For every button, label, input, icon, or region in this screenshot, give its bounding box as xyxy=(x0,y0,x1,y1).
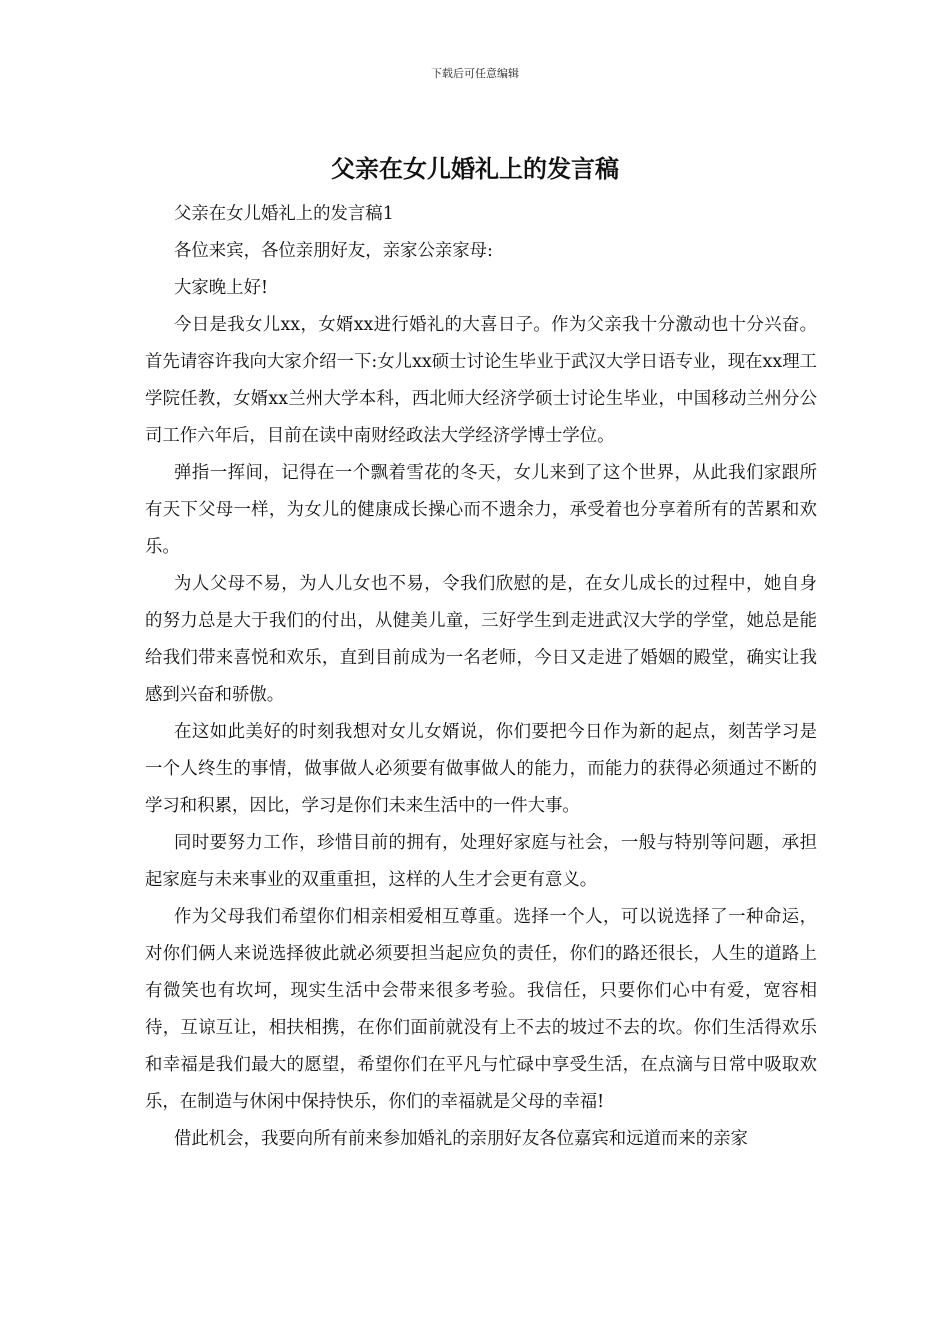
paragraph-salutation: 各位来宾，各位亲朋好友，亲家公亲家母: xyxy=(174,241,493,261)
paragraph: 作为父母我们希望你们相亲相爱相互尊重。选择一个人，可以说选择了一种命运，对你们俩人来说选择彼此就必须要担当起应负的责任，你们的路还很长，人生的道路上有微笑也有坎坷，现实生活中会带来很多考验。我信任，只要你们心中有爱，宽容相待，互谅互让，相扶相携，在你们面前就没有上不去的坡过不去的坎。你们生活得欢乐和幸福是我们最大的愿望，希望你们在平凡与忙碌中享受生活，在点滴与日常中吸取欢乐，在制造与休闲中保持快乐，你们的幸福就是父母的幸福! xyxy=(145,907,817,1112)
paragraph: 今日是我女儿xx，女婿xx进行婚礼的大喜日子。作为父亲我十分激动也十分兴奋。首先请容许我向大家介绍一下:女儿xx硕士讨论生毕业于武汉大学日语专业，现在xx理工学院任教，女婿xx兰州大学本科，西北师大经济学硕士讨论生毕业，中国移动兰州分公司工作六年后，目前在读中南财经政法大学经济学博士学位。 xyxy=(145,315,818,446)
paragraph-greeting: 大家晚上好! xyxy=(174,278,268,298)
paragraph: 在这如此美好的时刻我想对女儿女婿说，你们要把今日作为新的起点，刻苦学习是一个人终生的事情，做事做人必须要有做事做人的能力，而能力的获得必须通过不断的学习和积累，因比，学习是你们未来生活中的一件大事。 xyxy=(145,722,817,816)
document-title: 父亲在女儿婚礼上的发言稿 xyxy=(331,154,619,183)
paragraph: 借此机会，我要向所有前来参加婚礼的亲朋好友各位嘉宾和远道而来的亲家 xyxy=(174,1129,748,1149)
document-body xyxy=(145,196,817,1158)
paragraph: 为人父母不易，为人儿女也不易，令我们欣慰的是，在女儿成长的过程中，她自身的努力总是大于我们的付出，从健美儿童，三好学生到走进武汉大学的学堂，她总是能给我们带来喜悦和欢乐，直到目前成为一名老师，今日又走进了婚姻的殿堂，确实让我感到兴奋和骄傲。 xyxy=(145,574,817,705)
header-note: 下载后可任意编辑 xyxy=(431,67,519,80)
paragraph-subtitle: 父亲在女儿婚礼上的发言稿1 xyxy=(174,204,394,224)
paragraph: 弹指一挥间，记得在一个飘着雪花的冬天，女儿来到了这个世界，从此我们家跟所有天下父母一样，为女儿的健康成长操心而不遗余力，承受着也分享着所有的苦累和欢乐。 xyxy=(145,463,817,557)
paragraph: 同时要努力工作，珍惜目前的拥有，处理好家庭与社会，一般与特别等问题，承担起家庭与未来事业的双重重担，这样的人生才会更有意义。 xyxy=(145,833,817,890)
